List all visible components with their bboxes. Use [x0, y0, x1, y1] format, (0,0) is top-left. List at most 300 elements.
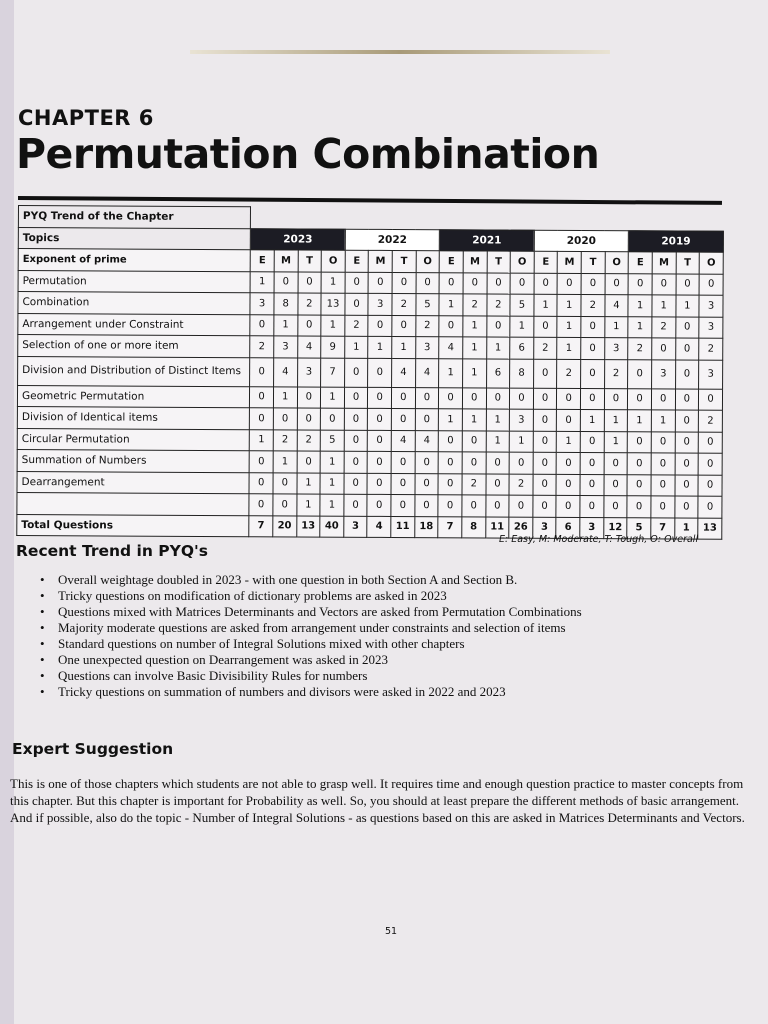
- value-cell: 0: [627, 496, 651, 518]
- value-cell: 1: [509, 431, 533, 453]
- value-cell: 1: [297, 472, 321, 494]
- value-cell: 5: [320, 430, 344, 452]
- title-rule: [18, 196, 722, 205]
- table-legend: E: Easy, M: Moderate, T: Tough, O: Overall: [499, 534, 699, 545]
- value-cell: 0: [344, 430, 368, 452]
- value-cell: 0: [391, 451, 415, 473]
- value-cell: 2: [699, 338, 723, 360]
- value-cell: 0: [628, 431, 652, 453]
- value-cell: 0: [509, 452, 533, 474]
- value-cell: 1: [605, 316, 629, 338]
- topic-cell: Dearrangement: [17, 471, 249, 494]
- value-cell: 2: [297, 293, 321, 315]
- value-cell: 0: [580, 452, 604, 474]
- value-cell: 0: [392, 272, 416, 294]
- recent-trend-heading: Recent Trend in PYQ's: [16, 542, 209, 560]
- value-cell: 1: [580, 409, 604, 431]
- total-value-cell: 7: [249, 515, 273, 537]
- trend-item: • Questions can involve Basic Divisibility Rules for numbers: [38, 668, 718, 684]
- value-cell: 0: [698, 432, 722, 454]
- value-cell: 0: [698, 475, 722, 497]
- topic-cell: Summation of Numbers: [17, 449, 249, 472]
- value-cell: 2: [699, 410, 723, 432]
- trend-item: • Tricky questions on modification of dictionary problems are asked in 2023: [38, 588, 718, 604]
- value-cell: 0: [604, 388, 628, 410]
- value-cell: 2: [345, 315, 369, 337]
- difficulty-header: E: [250, 250, 274, 272]
- value-cell: 8: [510, 359, 534, 388]
- value-cell: 0: [580, 474, 604, 496]
- value-cell: 0: [581, 316, 605, 338]
- value-cell: 0: [416, 272, 440, 294]
- table-row: [18, 356, 723, 389]
- difficulty-header: M: [652, 252, 676, 274]
- value-cell: 0: [439, 315, 463, 337]
- value-cell: 0: [675, 338, 699, 360]
- value-cell: 1: [604, 431, 628, 453]
- value-cell: 0: [557, 388, 581, 410]
- value-cell: 0: [297, 451, 321, 473]
- value-cell: 3: [699, 317, 723, 339]
- value-cell: 0: [462, 430, 486, 452]
- value-cell: 0: [486, 473, 510, 495]
- value-cell: 0: [675, 453, 699, 475]
- value-cell: 0: [533, 388, 557, 410]
- value-cell: 0: [367, 494, 391, 516]
- value-cell: 9: [321, 336, 345, 358]
- value-cell: 3: [699, 295, 723, 317]
- value-cell: 0: [249, 494, 273, 516]
- value-cell: 0: [391, 408, 415, 430]
- trend-item: • Majority moderate questions are asked from arrangement under constraints and selection of items: [38, 620, 718, 636]
- topic-cell: Permutation: [18, 270, 250, 293]
- topics-header: Topics: [18, 227, 250, 250]
- value-cell: 1: [368, 336, 392, 358]
- value-cell: 1: [320, 451, 344, 473]
- value-cell: 0: [627, 453, 651, 475]
- value-cell: 1: [273, 386, 297, 408]
- total-value-cell: 3: [344, 516, 368, 538]
- chapter-title: Permutation Combination: [16, 130, 600, 178]
- total-value-cell: 3: [533, 517, 557, 539]
- value-cell: 6: [486, 358, 510, 387]
- value-cell: 0: [698, 453, 722, 475]
- topic-cell: Geometric Permutation: [17, 385, 249, 408]
- value-cell: 1: [439, 294, 463, 316]
- value-cell: 0: [462, 495, 486, 517]
- value-cell: 0: [274, 271, 298, 293]
- value-cell: 0: [368, 387, 392, 409]
- value-cell: 0: [557, 452, 581, 474]
- value-cell: 0: [391, 494, 415, 516]
- year-header-2019: 2019: [629, 230, 724, 252]
- value-cell: 0: [250, 314, 274, 336]
- value-cell: 0: [556, 495, 580, 517]
- value-cell: 0: [345, 293, 369, 315]
- value-cell: 0: [652, 338, 676, 360]
- year-header-2023: 2023: [251, 228, 346, 250]
- value-cell: 0: [368, 430, 392, 452]
- value-cell: 2: [557, 359, 581, 388]
- value-cell: 0: [462, 387, 486, 409]
- value-cell: 1: [345, 336, 369, 358]
- value-cell: 1: [557, 294, 581, 316]
- value-cell: 0: [415, 495, 439, 517]
- value-cell: 3: [274, 336, 298, 358]
- value-cell: 2: [534, 337, 558, 359]
- top-rule: [190, 50, 610, 54]
- total-value-cell: 11: [391, 516, 415, 538]
- value-cell: 3: [368, 293, 392, 315]
- value-cell: 1: [296, 494, 320, 516]
- year-header-2020: 2020: [534, 230, 629, 252]
- value-cell: 1: [392, 336, 416, 358]
- value-cell: 4: [415, 358, 439, 387]
- value-cell: 0: [297, 408, 321, 430]
- value-cell: 1: [321, 387, 345, 409]
- value-cell: 4: [392, 358, 416, 387]
- value-cell: 0: [699, 389, 723, 411]
- trend-item: • Standard questions on number of Integral Solutions mixed with other chapters: [38, 636, 718, 652]
- value-cell: 1: [463, 337, 487, 359]
- value-cell: 0: [628, 273, 652, 295]
- difficulty-header: O: [699, 252, 723, 274]
- total-value-cell: 13: [698, 518, 722, 540]
- value-cell: 1: [486, 337, 510, 359]
- value-cell: 0: [580, 388, 604, 410]
- value-cell: 0: [368, 315, 392, 337]
- value-cell: 0: [604, 496, 628, 518]
- value-cell: 0: [487, 272, 511, 294]
- value-cell: 1: [439, 358, 463, 387]
- value-cell: 1: [273, 451, 297, 473]
- pyq-trend-table-container: [16, 205, 724, 540]
- value-cell: 0: [344, 451, 368, 473]
- value-cell: 0: [367, 473, 391, 495]
- value-cell: 0: [298, 271, 322, 293]
- value-cell: 1: [462, 409, 486, 431]
- value-cell: 0: [415, 452, 439, 474]
- value-cell: 0: [651, 431, 675, 453]
- value-cell: 1: [651, 410, 675, 432]
- value-cell: 0: [534, 316, 558, 338]
- value-cell: 2: [463, 294, 487, 316]
- difficulty-header: O: [321, 250, 345, 272]
- difficulty-header: M: [463, 251, 487, 273]
- value-cell: 0: [344, 387, 368, 409]
- value-cell: 1: [534, 294, 558, 316]
- value-cell: 2: [652, 316, 676, 338]
- value-cell: 4: [415, 430, 439, 452]
- year-header-2021: 2021: [440, 229, 535, 251]
- difficulty-header: T: [487, 251, 511, 273]
- value-cell: 1: [557, 316, 581, 338]
- total-value-cell: 18: [414, 516, 438, 538]
- value-cell: 1: [675, 295, 699, 317]
- value-cell: 0: [415, 409, 439, 431]
- difficulty-header: O: [510, 251, 534, 273]
- value-cell: 0: [345, 272, 369, 294]
- topic-cell: Division and Distribution of Distinct Items: [18, 356, 250, 386]
- table-caption-filler: [251, 207, 724, 231]
- difficulty-header: T: [392, 250, 416, 272]
- total-value-cell: 6: [556, 517, 580, 539]
- difficulty-header: E: [345, 250, 369, 272]
- value-cell: 0: [368, 358, 392, 387]
- expert-suggestion-text: This is one of those chapters which students are not able to grasp well. It requires time and enough question practice to master concepts from this chapter. But this chapter is important for Probability as well. So, you should at least prepare the different methods of basic arrangement. And if possible, also do the topic - Number of Integral Solutions - as questions based on this are asked in Matrices Determinants and Vectors.: [10, 776, 745, 825]
- value-cell: 6: [510, 337, 534, 359]
- difficulty-header: T: [298, 250, 322, 272]
- value-cell: 0: [604, 474, 628, 496]
- value-cell: 0: [250, 386, 274, 408]
- topic-cell: Circular Permutation: [17, 428, 249, 451]
- value-cell: 7: [321, 358, 345, 387]
- value-cell: 0: [439, 272, 463, 294]
- value-cell: 1: [274, 314, 298, 336]
- value-cell: 1: [510, 316, 534, 338]
- value-cell: 2: [416, 315, 440, 337]
- topic-cell: Selection of one or more item: [18, 335, 250, 358]
- value-cell: 1: [652, 295, 676, 317]
- value-cell: 0: [344, 408, 368, 430]
- value-cell: 2: [604, 359, 628, 388]
- value-cell: 0: [438, 452, 462, 474]
- value-cell: 3: [699, 360, 723, 389]
- value-cell: 1: [604, 410, 628, 432]
- value-cell: 0: [249, 451, 273, 473]
- total-value-cell: 40: [320, 516, 344, 538]
- value-cell: 0: [652, 273, 676, 295]
- value-cell: 0: [392, 315, 416, 337]
- value-cell: 0: [675, 359, 699, 388]
- value-cell: 0: [510, 388, 534, 410]
- value-cell: 0: [462, 452, 486, 474]
- value-cell: 0: [533, 431, 557, 453]
- value-cell: 2: [273, 429, 297, 451]
- value-cell: 2: [628, 338, 652, 360]
- difficulty-header: M: [274, 250, 298, 272]
- value-cell: 0: [533, 359, 557, 388]
- topic-cell: Arrangement under Constraint: [18, 313, 250, 336]
- value-cell: 3: [651, 359, 675, 388]
- value-cell: 0: [581, 337, 605, 359]
- value-cell: 0: [676, 273, 700, 295]
- topic-cell: [17, 492, 249, 515]
- value-cell: 1: [486, 409, 510, 431]
- value-cell: 4: [297, 336, 321, 358]
- value-cell: 0: [533, 409, 557, 431]
- value-cell: 0: [580, 431, 604, 453]
- value-cell: 1: [439, 409, 463, 431]
- value-cell: 0: [438, 473, 462, 495]
- value-cell: 1: [250, 429, 274, 451]
- total-value-cell: 11: [485, 516, 509, 538]
- value-cell: 0: [486, 315, 510, 337]
- difficulty-header: E: [628, 252, 652, 274]
- value-cell: 3: [510, 409, 534, 431]
- total-value-cell: 4: [367, 516, 391, 538]
- value-cell: 0: [675, 431, 699, 453]
- value-cell: 5: [510, 294, 534, 316]
- value-cell: 3: [297, 357, 321, 386]
- value-cell: 0: [534, 273, 558, 295]
- value-cell: 1: [250, 271, 274, 293]
- value-cell: 4: [273, 357, 297, 386]
- value-cell: 0: [604, 453, 628, 475]
- value-cell: 0: [297, 386, 321, 408]
- chapter-label: CHAPTER 6: [18, 106, 154, 130]
- value-cell: 1: [557, 431, 581, 453]
- total-value-cell: 20: [273, 515, 297, 537]
- value-cell: 0: [344, 358, 368, 387]
- value-cell: 0: [438, 495, 462, 517]
- total-value-cell: 7: [438, 516, 462, 538]
- value-cell: 0: [439, 430, 463, 452]
- value-cell: 0: [651, 388, 675, 410]
- value-cell: 0: [557, 409, 581, 431]
- value-cell: 0: [344, 494, 368, 516]
- value-cell: 0: [628, 388, 652, 410]
- value-cell: 1: [486, 430, 510, 452]
- value-cell: 0: [627, 474, 651, 496]
- value-cell: 1: [462, 358, 486, 387]
- year-header-2022: 2022: [345, 229, 440, 251]
- difficulty-header: T: [581, 251, 605, 273]
- value-cell: 0: [581, 359, 605, 388]
- value-cell: 1: [628, 295, 652, 317]
- value-cell: 0: [249, 472, 273, 494]
- page-number: 51: [385, 926, 398, 937]
- value-cell: 0: [486, 387, 510, 409]
- trend-item: • Overall weightage doubled in 2023 - with one question in both Section A and Section B.: [38, 572, 718, 588]
- value-cell: 8: [274, 293, 298, 315]
- value-cell: 0: [651, 453, 675, 475]
- difficulty-header: T: [676, 252, 700, 274]
- value-cell: 0: [509, 495, 533, 517]
- value-cell: 0: [675, 388, 699, 410]
- trend-item: • One unexpected question on Dearrangement was asked in 2023: [38, 652, 718, 668]
- value-cell: 4: [439, 337, 463, 359]
- total-value-cell: 3: [580, 517, 604, 539]
- page-edge: [0, 0, 14, 1024]
- value-cell: 0: [392, 387, 416, 409]
- value-cell: 3: [250, 293, 274, 315]
- value-cell: 0: [628, 359, 652, 388]
- value-cell: 0: [651, 474, 675, 496]
- value-cell: 1: [321, 315, 345, 337]
- value-cell: 0: [273, 472, 297, 494]
- total-label: Total Questions: [17, 514, 249, 537]
- topic-cell: Exponent of prime: [18, 249, 250, 272]
- value-cell: 2: [250, 336, 274, 358]
- value-cell: 2: [392, 293, 416, 315]
- value-cell: 0: [581, 273, 605, 295]
- value-cell: 2: [462, 473, 486, 495]
- total-value-cell: 5: [627, 517, 651, 539]
- pyq-trend-table: [16, 205, 724, 540]
- topic-cell: Combination: [18, 292, 250, 315]
- value-cell: 0: [297, 314, 321, 336]
- value-cell: 13: [321, 293, 345, 315]
- table-caption: PYQ Trend of the Chapter: [18, 206, 250, 229]
- value-cell: 0: [463, 272, 487, 294]
- value-cell: 0: [250, 408, 274, 430]
- value-cell: 0: [580, 495, 604, 517]
- difficulty-header: O: [416, 251, 440, 273]
- value-cell: 0: [675, 474, 699, 496]
- total-value-cell: 1: [674, 517, 698, 539]
- expert-suggestion-heading: Expert Suggestion: [12, 740, 174, 758]
- difficulty-header: M: [558, 251, 582, 273]
- value-cell: 2: [509, 474, 533, 496]
- value-cell: 0: [556, 474, 580, 496]
- value-cell: 0: [415, 473, 439, 495]
- difficulty-header: M: [369, 250, 393, 272]
- total-value-cell: 8: [462, 516, 486, 538]
- topic-cell: Division of Identical items: [17, 406, 249, 429]
- value-cell: 0: [557, 273, 581, 295]
- value-cell: 0: [698, 496, 722, 518]
- total-value-cell: 12: [603, 517, 627, 539]
- value-cell: 0: [485, 495, 509, 517]
- value-cell: 0: [533, 474, 557, 496]
- value-cell: 1: [557, 337, 581, 359]
- value-cell: 0: [368, 272, 392, 294]
- value-cell: 0: [486, 452, 510, 474]
- value-cell: 1: [320, 473, 344, 495]
- value-cell: 0: [273, 494, 297, 516]
- value-cell: 3: [604, 338, 628, 360]
- value-cell: 0: [533, 495, 557, 517]
- value-cell: 0: [321, 408, 345, 430]
- difficulty-header: E: [534, 251, 558, 273]
- value-cell: 0: [651, 496, 675, 518]
- value-cell: 0: [533, 452, 557, 474]
- value-cell: 1: [628, 316, 652, 338]
- value-cell: 0: [605, 273, 629, 295]
- value-cell: 1: [463, 315, 487, 337]
- value-cell: 2: [581, 294, 605, 316]
- value-cell: 0: [273, 408, 297, 430]
- value-cell: 0: [675, 316, 699, 338]
- trend-item: • Questions mixed with Matrices Determinants and Vectors are asked from Permutation Combinations: [38, 604, 718, 620]
- value-cell: 4: [605, 295, 629, 317]
- value-cell: 0: [415, 387, 439, 409]
- value-cell: 0: [344, 473, 368, 495]
- value-cell: 0: [675, 410, 699, 432]
- total-value-cell: 26: [509, 517, 533, 539]
- value-cell: 1: [321, 272, 345, 294]
- value-cell: 0: [368, 451, 392, 473]
- trend-item: • Tricky questions on summation of numbers and divisors were asked in 2022 and 2023: [38, 684, 718, 700]
- value-cell: 3: [415, 337, 439, 359]
- value-cell: 4: [391, 430, 415, 452]
- difficulty-header: O: [605, 252, 629, 274]
- value-cell: 0: [250, 357, 274, 386]
- value-cell: 0: [391, 473, 415, 495]
- total-value-cell: 13: [296, 515, 320, 537]
- value-cell: 2: [297, 429, 321, 451]
- value-cell: 0: [439, 387, 463, 409]
- value-cell: 1: [628, 410, 652, 432]
- total-value-cell: 7: [651, 517, 675, 539]
- value-cell: 1: [320, 494, 344, 516]
- value-cell: 0: [674, 496, 698, 518]
- value-cell: 0: [368, 408, 392, 430]
- value-cell: 2: [486, 294, 510, 316]
- value-cell: 0: [699, 274, 723, 296]
- difficulty-header: E: [439, 251, 463, 273]
